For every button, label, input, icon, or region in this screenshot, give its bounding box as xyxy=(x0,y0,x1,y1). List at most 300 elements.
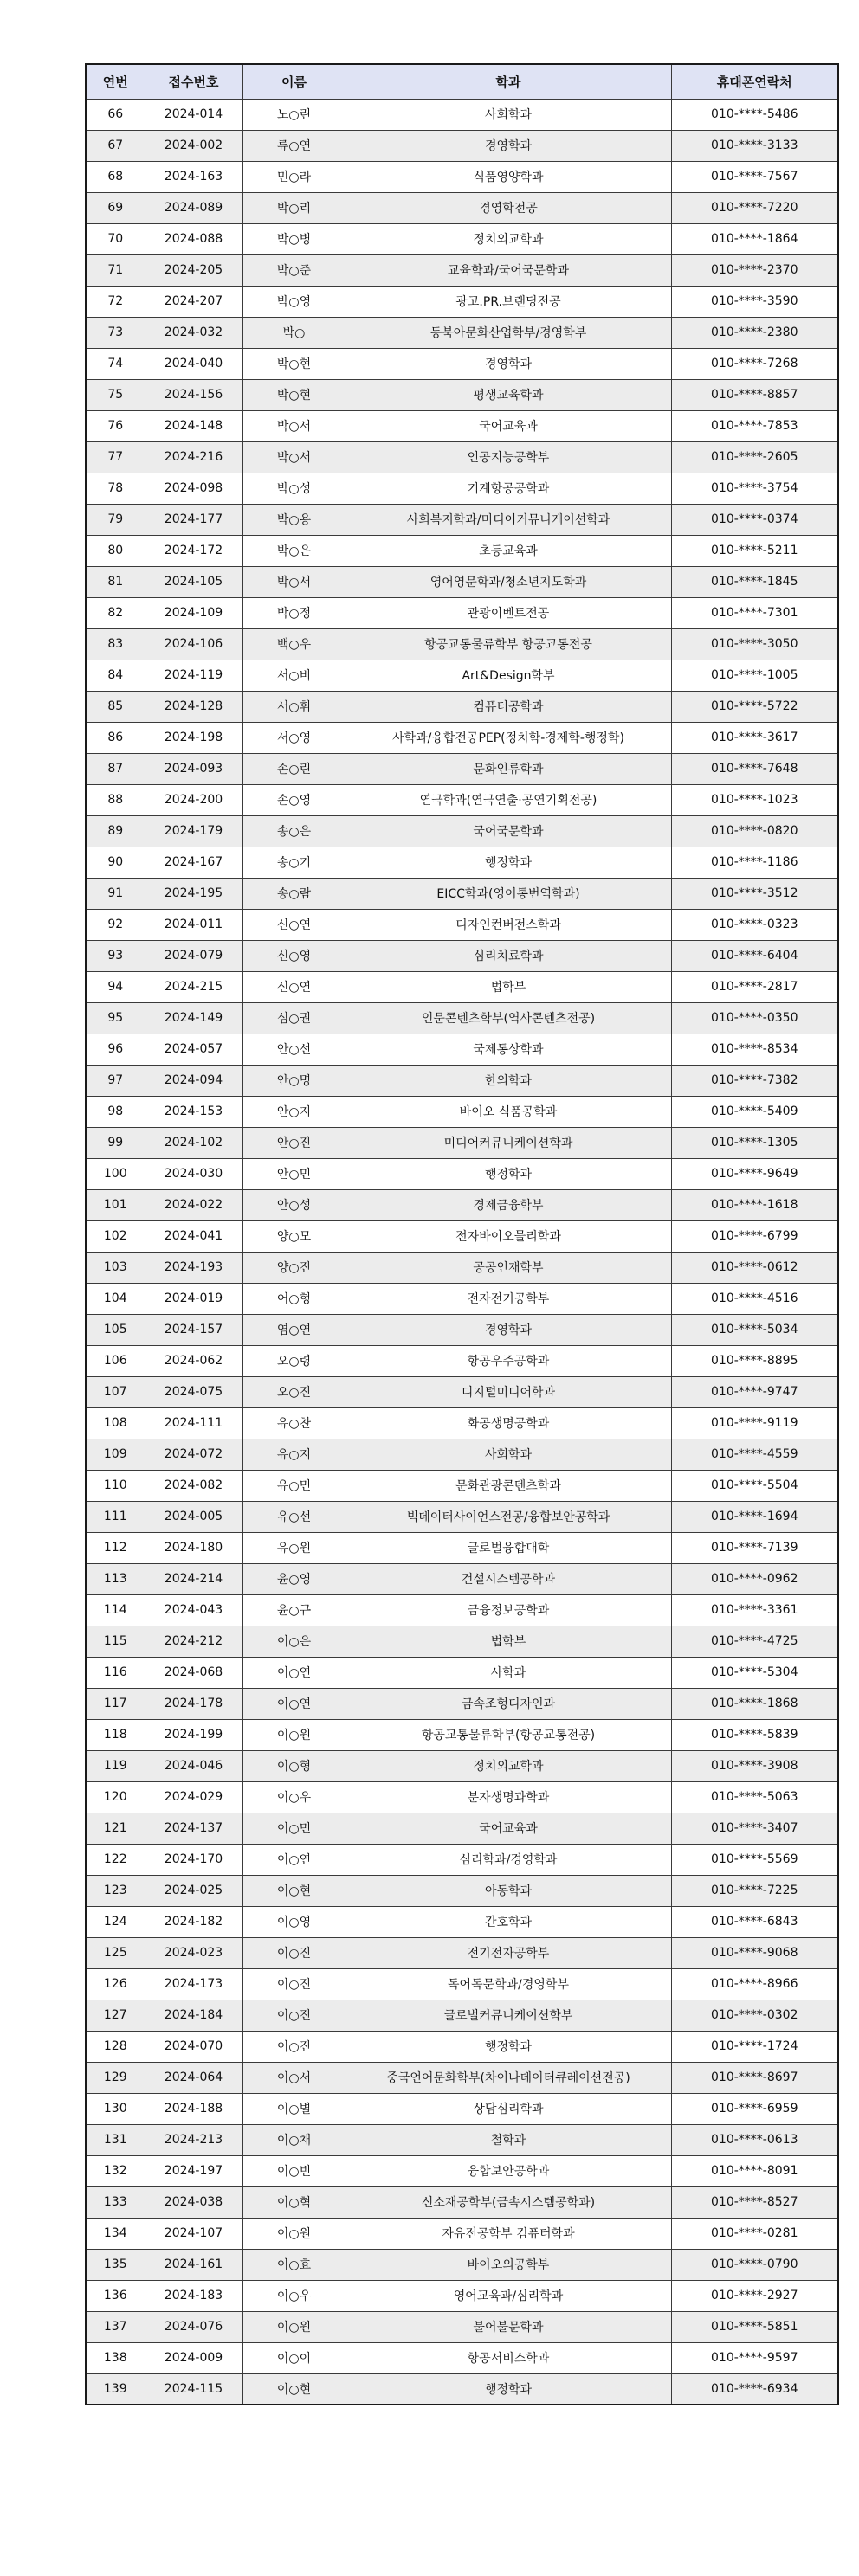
receipt-number-cell: 2024-213 xyxy=(145,2124,242,2155)
department-cell: 행정학과 xyxy=(346,2031,671,2062)
name-cell: 유○지 xyxy=(242,1439,346,1470)
receipt-number-cell: 2024-011 xyxy=(145,909,242,940)
name-cell: 양○진 xyxy=(242,1252,346,1283)
department-cell: 디지털미디어학과 xyxy=(346,1376,671,1407)
serial-number-cell: 130 xyxy=(86,2093,145,2124)
receipt-number-cell: 2024-207 xyxy=(145,286,242,317)
name-cell: 서○영 xyxy=(242,722,346,753)
serial-number-cell: 115 xyxy=(86,1626,145,1657)
department-cell: 동북아문화산업학부/경영학부 xyxy=(346,317,671,348)
phone-cell: 010-****-2380 xyxy=(671,317,838,348)
phone-cell: 010-****-7853 xyxy=(671,410,838,441)
table-row xyxy=(86,1065,838,1096)
name-cell: 이○영 xyxy=(242,1906,346,1937)
serial-number-cell: 108 xyxy=(86,1407,145,1439)
department-cell: 화공생명공학과 xyxy=(346,1407,671,1439)
department-cell: 경영학과 xyxy=(346,1314,671,1345)
name-cell: 이○연 xyxy=(242,1657,346,1688)
table-row xyxy=(86,691,838,722)
receipt-number-cell: 2024-064 xyxy=(145,2062,242,2093)
name-cell: 이○별 xyxy=(242,2093,346,2124)
table-row xyxy=(86,317,838,348)
name-cell: 박○서 xyxy=(242,410,346,441)
serial-number-cell: 104 xyxy=(86,1283,145,1314)
name-cell: 이○혁 xyxy=(242,2186,346,2218)
department-cell: 바이오의공학부 xyxy=(346,2249,671,2280)
serial-number-cell: 137 xyxy=(86,2311,145,2342)
serial-number-cell: 67 xyxy=(86,130,145,161)
name-cell: 송○기 xyxy=(242,847,346,878)
receipt-number-cell: 2024-009 xyxy=(145,2342,242,2373)
name-cell: 송○은 xyxy=(242,815,346,847)
phone-cell: 010-****-0613 xyxy=(671,2124,838,2155)
table-row xyxy=(86,1968,838,2000)
department-cell: 행정학과 xyxy=(346,847,671,878)
phone-cell: 010-****-1305 xyxy=(671,1127,838,1158)
department-cell: 행정학과 xyxy=(346,2373,671,2405)
table-row xyxy=(86,2218,838,2249)
name-cell: 오○진 xyxy=(242,1376,346,1407)
receipt-number-cell: 2024-005 xyxy=(145,1501,242,1532)
phone-cell: 010-****-3512 xyxy=(671,878,838,909)
serial-number-cell: 136 xyxy=(86,2280,145,2311)
phone-cell: 010-****-4559 xyxy=(671,1439,838,1470)
name-cell: 손○린 xyxy=(242,753,346,784)
name-cell: 염○연 xyxy=(242,1314,346,1345)
serial-number-cell: 114 xyxy=(86,1594,145,1626)
department-cell: 글로벌융합대학 xyxy=(346,1532,671,1563)
department-cell: 정치외교학과 xyxy=(346,1750,671,1781)
receipt-number-cell: 2024-195 xyxy=(145,878,242,909)
serial-number-cell: 98 xyxy=(86,1096,145,1127)
name-cell: 양○모 xyxy=(242,1220,346,1252)
serial-number-cell: 129 xyxy=(86,2062,145,2093)
table-row xyxy=(86,1002,838,1034)
serial-number-cell: 121 xyxy=(86,1813,145,1844)
serial-number-cell: 118 xyxy=(86,1719,145,1750)
phone-cell: 010-****-5034 xyxy=(671,1314,838,1345)
serial-number-cell: 112 xyxy=(86,1532,145,1563)
table-row xyxy=(86,2280,838,2311)
phone-cell: 010-****-3361 xyxy=(671,1594,838,1626)
department-cell: 법학부 xyxy=(346,1626,671,1657)
table-row xyxy=(86,1813,838,1844)
name-cell: 민○라 xyxy=(242,161,346,192)
receipt-number-cell: 2024-179 xyxy=(145,815,242,847)
department-cell: 철학과 xyxy=(346,2124,671,2155)
table-row xyxy=(86,161,838,192)
receipt-number-cell: 2024-029 xyxy=(145,1781,242,1813)
table-row xyxy=(86,1750,838,1781)
name-cell: 안○명 xyxy=(242,1065,346,1096)
table-row xyxy=(86,2124,838,2155)
receipt-number-cell: 2024-102 xyxy=(145,1127,242,1158)
table-row xyxy=(86,2342,838,2373)
serial-number-cell: 66 xyxy=(86,99,145,130)
table-row xyxy=(86,1594,838,1626)
phone-cell: 010-****-8534 xyxy=(671,1034,838,1065)
phone-cell: 010-****-1005 xyxy=(671,660,838,691)
table-row xyxy=(86,286,838,317)
phone-cell: 010-****-1868 xyxy=(671,1688,838,1719)
phone-cell: 010-****-3050 xyxy=(671,628,838,660)
name-cell: 이○진 xyxy=(242,1937,346,1968)
serial-number-cell: 90 xyxy=(86,847,145,878)
receipt-number-cell: 2024-030 xyxy=(145,1158,242,1189)
phone-cell: 010-****-5839 xyxy=(671,1719,838,1750)
serial-number-cell: 105 xyxy=(86,1314,145,1345)
serial-number-cell: 109 xyxy=(86,1439,145,1470)
phone-cell: 010-****-0323 xyxy=(671,909,838,940)
department-cell: 중국언어문화학부(차이나데이터큐레이션전공) xyxy=(346,2062,671,2093)
name-cell: 박○정 xyxy=(242,597,346,628)
name-cell: 이○우 xyxy=(242,1781,346,1813)
receipt-number-cell: 2024-216 xyxy=(145,441,242,473)
serial-number-cell: 99 xyxy=(86,1127,145,1158)
name-cell: 안○지 xyxy=(242,1096,346,1127)
table-row xyxy=(86,2155,838,2186)
name-cell: 손○영 xyxy=(242,784,346,815)
serial-number-cell: 135 xyxy=(86,2249,145,2280)
serial-number-cell: 74 xyxy=(86,348,145,379)
serial-number-cell: 86 xyxy=(86,722,145,753)
department-cell: 금속조형디자인과 xyxy=(346,1688,671,1719)
serial-number-cell: 100 xyxy=(86,1158,145,1189)
receipt-number-cell: 2024-032 xyxy=(145,317,242,348)
table-row xyxy=(86,1532,838,1563)
phone-cell: 010-****-5409 xyxy=(671,1096,838,1127)
department-cell: 디자인컨버전스학과 xyxy=(346,909,671,940)
receipt-number-cell: 2024-019 xyxy=(145,1283,242,1314)
name-cell: 윤○영 xyxy=(242,1563,346,1594)
serial-number-cell: 79 xyxy=(86,504,145,535)
receipt-number-cell: 2024-106 xyxy=(145,628,242,660)
phone-cell: 010-****-9119 xyxy=(671,1407,838,1439)
phone-cell: 010-****-6959 xyxy=(671,2093,838,2124)
phone-cell: 010-****-3617 xyxy=(671,722,838,753)
phone-cell: 010-****-7268 xyxy=(671,348,838,379)
name-cell: 노○린 xyxy=(242,99,346,130)
department-cell: 식품영양학과 xyxy=(346,161,671,192)
name-cell: 신○영 xyxy=(242,940,346,971)
table-row xyxy=(86,504,838,535)
department-cell: 사학과/융합전공PEP(정치학-경제학-행정학) xyxy=(346,722,671,753)
receipt-number-cell: 2024-068 xyxy=(145,1657,242,1688)
table-row xyxy=(86,753,838,784)
receipt-number-cell: 2024-197 xyxy=(145,2155,242,2186)
phone-cell: 010-****-5851 xyxy=(671,2311,838,2342)
serial-number-cell: 82 xyxy=(86,597,145,628)
department-cell: 건설시스템공학과 xyxy=(346,1563,671,1594)
serial-number-cell: 93 xyxy=(86,940,145,971)
phone-cell: 010-****-0374 xyxy=(671,504,838,535)
serial-number-cell: 97 xyxy=(86,1065,145,1096)
name-cell: 류○연 xyxy=(242,130,346,161)
receipt-number-cell: 2024-198 xyxy=(145,722,242,753)
serial-number-cell: 83 xyxy=(86,628,145,660)
table-row xyxy=(86,348,838,379)
table-row xyxy=(86,1470,838,1501)
phone-cell: 010-****-0281 xyxy=(671,2218,838,2249)
serial-number-cell: 91 xyxy=(86,878,145,909)
receipt-number-cell: 2024-177 xyxy=(145,504,242,535)
department-cell: 금융정보공학과 xyxy=(346,1594,671,1626)
name-cell: 이○현 xyxy=(242,2373,346,2405)
serial-number-cell: 101 xyxy=(86,1189,145,1220)
serial-number-cell: 138 xyxy=(86,2342,145,2373)
phone-cell: 010-****-7648 xyxy=(671,753,838,784)
receipt-number-cell: 2024-105 xyxy=(145,566,242,597)
serial-number-cell: 127 xyxy=(86,2000,145,2031)
department-cell: 법학부 xyxy=(346,971,671,1002)
phone-cell: 010-****-5211 xyxy=(671,535,838,566)
receipt-number-cell: 2024-149 xyxy=(145,1002,242,1034)
department-cell: 초등교육과 xyxy=(346,535,671,566)
table-row xyxy=(86,909,838,940)
header-phone: 휴대폰연락처 xyxy=(671,64,838,99)
department-cell: 경영학과 xyxy=(346,348,671,379)
table-row xyxy=(86,1875,838,1906)
table-row xyxy=(86,99,838,130)
receipt-number-cell: 2024-167 xyxy=(145,847,242,878)
name-cell: 유○찬 xyxy=(242,1407,346,1439)
table-row xyxy=(86,1252,838,1283)
name-cell: 심○권 xyxy=(242,1002,346,1034)
table-row xyxy=(86,1220,838,1252)
serial-number-cell: 124 xyxy=(86,1906,145,1937)
phone-cell: 010-****-7382 xyxy=(671,1065,838,1096)
department-cell: 광고.PR.브랜딩전공 xyxy=(346,286,671,317)
department-cell: 연극학과(연극연출·공연기획전공) xyxy=(346,784,671,815)
table-row xyxy=(86,1688,838,1719)
phone-cell: 010-****-1845 xyxy=(671,566,838,597)
name-cell: 이○원 xyxy=(242,2311,346,2342)
phone-cell: 010-****-5063 xyxy=(671,1781,838,1813)
department-cell: 융합보안공학과 xyxy=(346,2155,671,2186)
table-row xyxy=(86,535,838,566)
name-cell: 유○선 xyxy=(242,1501,346,1532)
department-cell: 인공지능공학부 xyxy=(346,441,671,473)
phone-cell: 010-****-3590 xyxy=(671,286,838,317)
department-cell: 간호학과 xyxy=(346,1906,671,1937)
receipt-number-cell: 2024-089 xyxy=(145,192,242,223)
table-row xyxy=(86,1376,838,1407)
receipt-number-cell: 2024-072 xyxy=(145,1439,242,1470)
table-row xyxy=(86,2000,838,2031)
name-cell: 이○채 xyxy=(242,2124,346,2155)
name-cell: 박○성 xyxy=(242,473,346,504)
receipt-number-cell: 2024-161 xyxy=(145,2249,242,2280)
serial-number-cell: 75 xyxy=(86,379,145,410)
phone-cell: 010-****-2370 xyxy=(671,254,838,286)
serial-number-cell: 106 xyxy=(86,1345,145,1376)
name-cell: 박○영 xyxy=(242,286,346,317)
table-row xyxy=(86,1781,838,1813)
department-cell: 국어교육과 xyxy=(346,1813,671,1844)
department-cell: 분자생명과학과 xyxy=(346,1781,671,1813)
serial-number-cell: 103 xyxy=(86,1252,145,1283)
department-cell: 자유전공학부 컴퓨터학과 xyxy=(346,2218,671,2249)
name-cell: 오○령 xyxy=(242,1345,346,1376)
department-cell: 영어교육과/심리학과 xyxy=(346,2280,671,2311)
name-cell: 송○람 xyxy=(242,878,346,909)
header-receipt-number: 접수번호 xyxy=(145,64,242,99)
serial-number-cell: 77 xyxy=(86,441,145,473)
table-row xyxy=(86,1844,838,1875)
department-cell: 심리치료학과 xyxy=(346,940,671,971)
serial-number-cell: 76 xyxy=(86,410,145,441)
serial-number-cell: 117 xyxy=(86,1688,145,1719)
phone-cell: 010-****-4516 xyxy=(671,1283,838,1314)
phone-cell: 010-****-2817 xyxy=(671,971,838,1002)
department-cell: 미디어커뮤니케이션학과 xyxy=(346,1127,671,1158)
table-row xyxy=(86,940,838,971)
name-cell: 이○진 xyxy=(242,2031,346,2062)
name-cell: 신○연 xyxy=(242,971,346,1002)
table-row xyxy=(86,1626,838,1657)
receipt-number-cell: 2024-137 xyxy=(145,1813,242,1844)
name-cell: 박○현 xyxy=(242,348,346,379)
phone-cell: 010-****-9649 xyxy=(671,1158,838,1189)
name-cell: 이○은 xyxy=(242,1626,346,1657)
phone-cell: 010-****-7139 xyxy=(671,1532,838,1563)
name-cell: 유○민 xyxy=(242,1470,346,1501)
receipt-number-cell: 2024-119 xyxy=(145,660,242,691)
table-row xyxy=(86,566,838,597)
table-row xyxy=(86,379,838,410)
department-cell: 문화관광콘텐츠학과 xyxy=(346,1470,671,1501)
phone-cell: 010-****-1724 xyxy=(671,2031,838,2062)
table-row xyxy=(86,1314,838,1345)
phone-cell: 010-****-8895 xyxy=(671,1345,838,1376)
name-cell: 박○준 xyxy=(242,254,346,286)
department-cell: 글로벌커뮤니케이션학부 xyxy=(346,2000,671,2031)
applicant-table xyxy=(85,63,839,2405)
phone-cell: 010-****-2927 xyxy=(671,2280,838,2311)
header-name: 이름 xyxy=(242,64,346,99)
receipt-number-cell: 2024-173 xyxy=(145,1968,242,2000)
applicant-table-container xyxy=(85,63,837,2405)
department-cell: 국어국문학과 xyxy=(346,815,671,847)
phone-cell: 010-****-7225 xyxy=(671,1875,838,1906)
department-cell: 불어불문학과 xyxy=(346,2311,671,2342)
serial-number-cell: 84 xyxy=(86,660,145,691)
receipt-number-cell: 2024-172 xyxy=(145,535,242,566)
receipt-number-cell: 2024-043 xyxy=(145,1594,242,1626)
serial-number-cell: 96 xyxy=(86,1034,145,1065)
serial-number-cell: 107 xyxy=(86,1376,145,1407)
phone-cell: 010-****-0790 xyxy=(671,2249,838,2280)
serial-number-cell: 113 xyxy=(86,1563,145,1594)
department-cell: 기계항공공학과 xyxy=(346,473,671,504)
department-cell: 국제통상학과 xyxy=(346,1034,671,1065)
receipt-number-cell: 2024-076 xyxy=(145,2311,242,2342)
phone-cell: 010-****-6843 xyxy=(671,1906,838,1937)
department-cell: 경제금융학부 xyxy=(346,1189,671,1220)
department-cell: 전기전자공학부 xyxy=(346,1937,671,1968)
table-row xyxy=(86,1563,838,1594)
name-cell: 이○진 xyxy=(242,2000,346,2031)
department-cell: 문화인류학과 xyxy=(346,753,671,784)
name-cell: 이○효 xyxy=(242,2249,346,2280)
receipt-number-cell: 2024-128 xyxy=(145,691,242,722)
table-row xyxy=(86,2093,838,2124)
phone-cell: 010-****-7567 xyxy=(671,161,838,192)
department-cell: 항공서비스학과 xyxy=(346,2342,671,2373)
table-row xyxy=(86,130,838,161)
table-row xyxy=(86,1345,838,1376)
receipt-number-cell: 2024-180 xyxy=(145,1532,242,1563)
table-row xyxy=(86,1657,838,1688)
table-row xyxy=(86,2186,838,2218)
receipt-number-cell: 2024-182 xyxy=(145,1906,242,1937)
phone-cell: 010-****-0350 xyxy=(671,1002,838,1034)
name-cell: 안○진 xyxy=(242,1127,346,1158)
header-department: 학과 xyxy=(346,64,671,99)
serial-number-cell: 85 xyxy=(86,691,145,722)
phone-cell: 010-****-8697 xyxy=(671,2062,838,2093)
phone-cell: 010-****-5486 xyxy=(671,99,838,130)
department-cell: 인문콘텐츠학부(역사콘텐츠전공) xyxy=(346,1002,671,1034)
table-row xyxy=(86,2031,838,2062)
serial-number-cell: 139 xyxy=(86,2373,145,2405)
name-cell: 박○은 xyxy=(242,535,346,566)
receipt-number-cell: 2024-170 xyxy=(145,1844,242,1875)
name-cell: 윤○규 xyxy=(242,1594,346,1626)
receipt-number-cell: 2024-079 xyxy=(145,940,242,971)
department-cell: 사회학과 xyxy=(346,1439,671,1470)
department-cell: 신소재공학부(금속시스템공학과) xyxy=(346,2186,671,2218)
phone-cell: 010-****-3754 xyxy=(671,473,838,504)
receipt-number-cell: 2024-107 xyxy=(145,2218,242,2249)
receipt-number-cell: 2024-157 xyxy=(145,1314,242,1345)
department-cell: 영어영문학과/청소년지도학과 xyxy=(346,566,671,597)
department-cell: 심리학과/경영학과 xyxy=(346,1844,671,1875)
phone-cell: 010-****-0820 xyxy=(671,815,838,847)
department-cell: 사회복지학과/미디어커뮤니케이션학과 xyxy=(346,504,671,535)
receipt-number-cell: 2024-098 xyxy=(145,473,242,504)
phone-cell: 010-****-3407 xyxy=(671,1813,838,1844)
phone-cell: 010-****-9597 xyxy=(671,2342,838,2373)
department-cell: 항공교통물류학부 항공교통전공 xyxy=(346,628,671,660)
table-row xyxy=(86,410,838,441)
department-cell: 공공인재학부 xyxy=(346,1252,671,1283)
receipt-number-cell: 2024-038 xyxy=(145,2186,242,2218)
name-cell: 안○선 xyxy=(242,1034,346,1065)
header-serial-number: 연번 xyxy=(86,64,145,99)
receipt-number-cell: 2024-057 xyxy=(145,1034,242,1065)
receipt-number-cell: 2024-183 xyxy=(145,2280,242,2311)
receipt-number-cell: 2024-212 xyxy=(145,1626,242,1657)
receipt-number-cell: 2024-082 xyxy=(145,1470,242,1501)
phone-cell: 010-****-3133 xyxy=(671,130,838,161)
department-cell: 국어교육과 xyxy=(346,410,671,441)
table-row xyxy=(86,192,838,223)
name-cell: 이○우 xyxy=(242,2280,346,2311)
serial-number-cell: 128 xyxy=(86,2031,145,2062)
phone-cell: 010-****-4725 xyxy=(671,1626,838,1657)
receipt-number-cell: 2024-002 xyxy=(145,130,242,161)
table-row xyxy=(86,971,838,1002)
phone-cell: 010-****-1023 xyxy=(671,784,838,815)
department-cell: 상담심리학과 xyxy=(346,2093,671,2124)
department-cell: 항공우주공학과 xyxy=(346,1345,671,1376)
department-cell: Art&Design학부 xyxy=(346,660,671,691)
department-cell: 경영학전공 xyxy=(346,192,671,223)
table-row xyxy=(86,2373,838,2405)
table-row xyxy=(86,223,838,254)
table-row xyxy=(86,1501,838,1532)
